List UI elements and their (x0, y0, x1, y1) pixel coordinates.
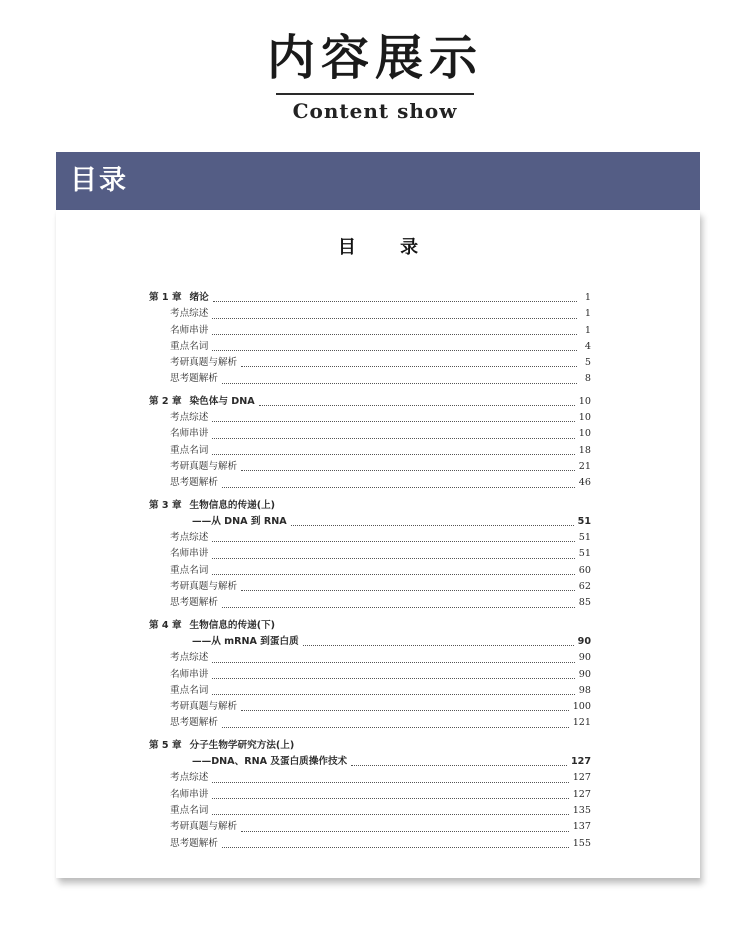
toc-page-number: 1 (584, 308, 591, 320)
toc-entry[interactable] (149, 323, 591, 339)
toc-entry-label: 重点名词 (170, 684, 209, 696)
toc-page-number: 127 (572, 772, 591, 784)
toc-page-number: 8 (584, 373, 591, 385)
section-banner-label: 目录 (70, 165, 128, 196)
toc-leader-dots (212, 573, 574, 575)
toc-list (149, 290, 591, 858)
toc-title: 目 录 (337, 237, 419, 258)
toc-chapter-label (149, 618, 275, 634)
toc-leader-dots (222, 606, 575, 608)
toc-entry[interactable] (149, 579, 591, 595)
toc-leader-dots (222, 382, 577, 384)
toc-page-number: 51 (578, 548, 591, 560)
toc-page (56, 210, 700, 878)
toc-leader-dots (212, 333, 577, 335)
toc-entry-label: 思考题解析 (170, 373, 218, 385)
toc-chapter-subtitle: ——从 mRNA 到蛋白质 (192, 635, 299, 647)
toc-leader-dots (259, 404, 575, 406)
toc-entry[interactable] (149, 595, 591, 611)
toc-entry-label: 重点名词 (170, 564, 209, 576)
toc-page-number: 51 (578, 532, 591, 544)
toc-leader-dots (291, 524, 574, 526)
toc-page-number: 60 (578, 564, 591, 576)
toc-entry-label: 重点名词 (170, 444, 209, 456)
toc-entry-label: 重点名词 (170, 340, 209, 352)
toc-entry[interactable] (149, 650, 591, 666)
toc-entry-label: 考点综述 (170, 652, 209, 664)
toc-page-number: 51 (577, 515, 591, 527)
toc-page-number: 46 (578, 477, 591, 489)
toc-chapter (149, 394, 591, 492)
toc-chapter-number: 第 4 章 (149, 619, 182, 631)
toc-leader-dots (212, 557, 574, 559)
toc-entry[interactable] (149, 770, 591, 786)
toc-page-number: 18 (578, 444, 591, 456)
toc-page-number: 155 (572, 837, 591, 849)
toc-entry[interactable] (149, 715, 591, 731)
toc-page-number: 135 (572, 804, 591, 816)
toc-chapter-number: 第 2 章 (149, 395, 182, 407)
toc-chapter-title: 生物信息的传递(下) (189, 619, 276, 631)
toc-entry-label: 考研真题与解析 (170, 460, 238, 472)
toc-leader-dots (213, 300, 577, 302)
section-banner (56, 152, 700, 210)
toc-leader-dots (303, 644, 574, 646)
toc-chapter-subtitle-row[interactable] (149, 634, 591, 650)
toc-page-number: 127 (570, 756, 591, 768)
toc-chapter-label (149, 394, 255, 410)
toc-entry-label: 考点综述 (170, 308, 209, 320)
toc-entry-label: 考研真题与解析 (170, 357, 238, 369)
toc-page-number: 127 (572, 788, 591, 800)
toc-chapter-title: 分子生物学研究方法(上) (189, 739, 295, 751)
toc-page-number: 10 (578, 395, 591, 407)
toc-chapter-subtitle: ——从 DNA 到 RNA (192, 515, 287, 527)
toc-entry-label: 考研真题与解析 (170, 581, 238, 593)
toc-entry[interactable] (149, 443, 591, 459)
toc-page-number: 121 (572, 717, 591, 729)
toc-leader-dots (212, 349, 577, 351)
toc-leader-dots (212, 420, 574, 422)
toc-entry[interactable] (149, 699, 591, 715)
toc-leader-dots (222, 486, 575, 488)
toc-leader-dots (212, 317, 577, 319)
toc-page-number: 90 (578, 668, 591, 680)
toc-page-number: 1 (584, 324, 591, 336)
toc-entry[interactable] (149, 371, 591, 387)
toc-leader-dots (241, 589, 575, 591)
toc-entry[interactable] (149, 836, 591, 852)
toc-chapter-label (149, 290, 209, 306)
toc-chapter (149, 738, 591, 852)
toc-entry[interactable] (149, 426, 591, 442)
toc-chapter-title: 生物信息的传递(上) (189, 499, 276, 511)
toc-leader-dots (222, 726, 569, 728)
toc-chapter-heading[interactable] (149, 394, 591, 410)
toc-chapter-title: 绪论 (189, 292, 209, 303)
toc-leader-dots (351, 764, 567, 766)
toc-page-number: 100 (572, 701, 591, 713)
toc-page-number: 10 (578, 412, 591, 424)
toc-page-number: 90 (578, 652, 591, 664)
toc-entry-label: 思考题解析 (170, 837, 218, 849)
toc-chapter-number: 第 3 章 (149, 499, 182, 511)
toc-chapter-heading[interactable] (149, 290, 591, 306)
title-divider (276, 93, 474, 95)
toc-page-number: 137 (572, 821, 591, 833)
toc-chapter-label (149, 498, 275, 514)
toc-leader-dots (212, 797, 568, 799)
toc-entry[interactable] (149, 306, 591, 322)
toc-chapter-subtitle-row[interactable] (149, 754, 591, 770)
toc-page-number: 62 (578, 581, 591, 593)
toc-entry[interactable] (149, 355, 591, 371)
toc-leader-dots (212, 781, 568, 783)
toc-leader-dots (241, 709, 569, 711)
toc-leader-dots (241, 830, 569, 832)
toc-entry-label: 名师串讲 (170, 428, 209, 440)
toc-entry-label: 考研真题与解析 (170, 701, 238, 713)
page-subtitle: Content show (292, 99, 458, 123)
toc-entry[interactable] (149, 530, 591, 546)
toc-entry-label: 名师串讲 (170, 668, 209, 680)
toc-entry-label: 考点综述 (170, 532, 209, 544)
toc-entry[interactable] (149, 339, 591, 355)
toc-leader-dots (212, 453, 574, 455)
toc-entry[interactable] (149, 803, 591, 819)
toc-entry[interactable] (149, 459, 591, 475)
toc-entry[interactable] (149, 546, 591, 562)
toc-entry[interactable] (149, 787, 591, 803)
toc-entry[interactable] (149, 667, 591, 683)
toc-leader-dots (222, 846, 569, 848)
toc-chapter (149, 498, 591, 612)
toc-entry-label: 名师串讲 (170, 548, 209, 560)
toc-page-number: 85 (578, 597, 591, 609)
toc-entry[interactable] (149, 410, 591, 426)
toc-chapter-number: 第 1 章 (149, 292, 182, 303)
toc-page-number: 4 (584, 340, 591, 352)
toc-chapter-number: 第 5 章 (149, 739, 182, 751)
toc-entry[interactable] (149, 475, 591, 491)
toc-leader-dots (212, 693, 574, 695)
toc-leader-dots (241, 469, 575, 471)
toc-chapter (149, 618, 591, 732)
toc-entry-label: 考研真题与解析 (170, 821, 238, 833)
toc-leader-dots (212, 437, 574, 439)
toc-chapter (149, 290, 591, 388)
toc-page-number: 10 (578, 428, 591, 440)
toc-page-number: 1 (584, 292, 591, 303)
toc-leader-dots (212, 540, 574, 542)
toc-page-number: 90 (577, 635, 591, 647)
toc-chapter-subtitle: ——DNA、RNA 及蛋白质操作技术 (192, 756, 348, 768)
toc-chapter-heading[interactable] (149, 618, 591, 634)
toc-chapter-heading[interactable] (149, 498, 591, 514)
toc-page-number: 98 (578, 684, 591, 696)
toc-leader-dots (212, 813, 568, 815)
toc-entry-label: 思考题解析 (170, 477, 218, 489)
toc-page-number: 21 (578, 460, 591, 472)
toc-chapter-subtitle-row[interactable] (149, 514, 591, 530)
toc-chapter-label (149, 738, 294, 754)
toc-entry[interactable] (149, 683, 591, 699)
toc-page-number: 5 (584, 357, 591, 369)
toc-entry-label: 名师串讲 (170, 788, 209, 800)
toc-leader-dots (241, 365, 577, 367)
toc-chapter-heading[interactable] (149, 738, 591, 754)
toc-leader-dots (212, 677, 574, 679)
toc-entry-label: 重点名词 (170, 804, 209, 816)
toc-leader-dots (212, 661, 574, 663)
toc-entry[interactable] (149, 563, 591, 579)
toc-entry-label: 思考题解析 (170, 597, 218, 609)
toc-entry-label: 思考题解析 (170, 717, 218, 729)
toc-entry-label: 名师串讲 (170, 324, 209, 336)
toc-entry[interactable] (149, 819, 591, 835)
toc-entry-label: 考点综述 (170, 772, 209, 784)
toc-chapter-title: 染色体与 DNA (189, 395, 255, 407)
page-title: 内容展示 (266, 30, 483, 86)
toc-entry-label: 考点综述 (170, 412, 209, 424)
